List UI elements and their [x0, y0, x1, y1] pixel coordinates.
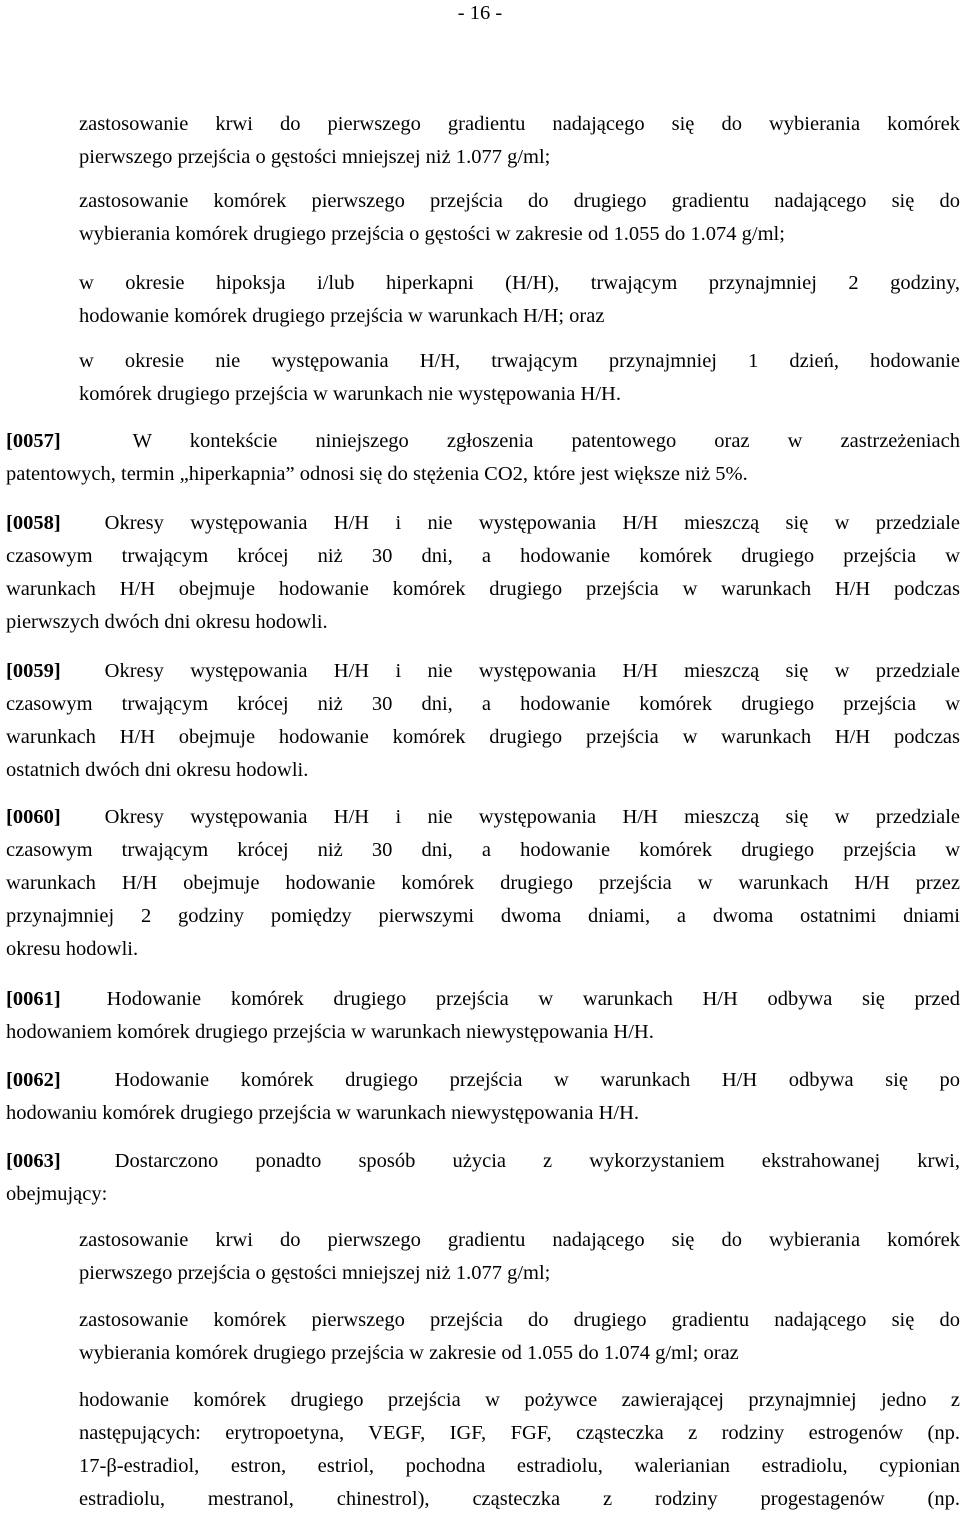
text-line: wybierania komórek drugiego przejścia w zakresie od 1.055 do 1.074 g/ml; oraz [79, 1342, 739, 1364]
paragraph-text: Okresy występowania H/H i nie występowania H/H mieszczą się w przedziale [104, 512, 960, 534]
paragraph-number: [0062] [6, 1069, 61, 1091]
text-line: pierwszego przejścia o gęstości mniejszej niż 1.077 g/ml; [79, 1262, 551, 1284]
text-line: komórek drugiego przejścia w warunkach nie występowania H/H. [79, 383, 621, 405]
text-line: zastosowanie krwi do pierwszego gradientu nadającego się do wybierania komórek [79, 1229, 960, 1251]
list-item [79, 267, 960, 333]
paragraph-first-line [6, 655, 960, 688]
text-line: wybierania komórek drugiego przejścia o gęstości w zakresie od 1.055 do 1.074 g/ml; [79, 223, 785, 245]
list-item [79, 108, 960, 174]
text-line: warunkach H/H obejmuje hodowanie komórek drugiego przejścia w warunkach H/H podczas [6, 578, 960, 600]
paragraph-0057 [6, 425, 960, 491]
list-item [79, 345, 960, 411]
text-line: czasowym trwającym krócej niż 30 dni, a hodowanie komórek drugiego przejścia w [6, 693, 960, 715]
text-line: w okresie hipoksja i/lub hiperkapni (H/H), trwającym przynajmniej 2 godziny, [79, 272, 960, 294]
list-item [79, 1304, 960, 1370]
text-line: pierwszego przejścia o gęstości mniejszej niż 1.077 g/ml; [79, 146, 551, 168]
list-item [79, 185, 960, 251]
paragraph-first-line [6, 1145, 960, 1178]
paragraph-first-line [6, 507, 960, 540]
text-line: zastosowanie komórek pierwszego przejścia do drugiego gradientu nadającego się do [79, 190, 960, 212]
text-line: warunkach H/H obejmuje hodowanie komórek drugiego przejścia w warunkach H/H podczas [6, 726, 960, 748]
page-number: - 16 - [457, 2, 503, 24]
paragraph-first-line [6, 983, 960, 1016]
text-line: okresu hodowli. [6, 938, 139, 960]
paragraph-0059 [6, 655, 960, 787]
text-line: ostatnich dwóch dni okresu hodowli. [6, 759, 309, 781]
text-line: hodowanie komórek drugiego przejścia w pożywce zawierającej przynajmniej jedno z [79, 1389, 960, 1411]
text-line: w okresie nie występowania H/H, trwającym przynajmniej 1 dzień, hodowanie [79, 350, 960, 372]
paragraph-first-line [6, 1064, 960, 1097]
text-line: hodowanie komórek drugiego przejścia w warunkach H/H; oraz [79, 305, 605, 327]
paragraph-first-line [6, 425, 960, 458]
paragraph-number: [0059] [6, 660, 61, 682]
paragraph-text: Okresy występowania H/H i nie występowania H/H mieszczą się w przedziale [104, 806, 960, 828]
paragraph-0061 [6, 983, 960, 1049]
text-line: pierwszych dwóch dni okresu hodowli. [6, 611, 328, 633]
text-line: zastosowanie krwi do pierwszego gradientu nadającego się do wybierania komórek [79, 113, 960, 135]
text-line: następujących: erytropoetyna, VEGF, IGF, FGF, cząsteczka z rodziny estrogenów (np. [79, 1422, 960, 1444]
paragraph-first-line [6, 801, 960, 834]
text-line: przynajmniej 2 godziny pomiędzy pierwszymi dwoma dniami, a dwoma ostatnimi dniami [6, 905, 960, 927]
paragraph-text: W kontekście niniejszego zgłoszenia patentowego oraz w zastrzeżeniach [132, 430, 960, 452]
paragraph-text: Dostarczono ponadto sposób użycia z wykorzystaniem ekstrahowanej krwi, [114, 1150, 960, 1172]
paragraph-text: Hodowanie komórek drugiego przejścia w warunkach H/H odbywa się przed [106, 988, 960, 1010]
text-line: hodowaniu komórek drugiego przejścia w warunkach niewystępowania H/H. [6, 1102, 640, 1124]
paragraph-0063 [6, 1145, 960, 1211]
paragraph-0058 [6, 507, 960, 639]
paragraph-text: Okresy występowania H/H i nie występowania H/H mieszczą się w przedziale [104, 660, 960, 682]
text-line: zastosowanie komórek pierwszego przejścia do drugiego gradientu nadającego się do [79, 1309, 960, 1331]
paragraph-number: [0063] [6, 1150, 61, 1172]
text-line: patentowych, termin „hiperkapnia” odnosi się do stężenia CO2, które jest większe niż 5%. [6, 463, 748, 485]
paragraph-number: [0061] [6, 988, 61, 1010]
text-line: estradiolu, mestranol, chinestrol), cząsteczka z rodziny progestagenów (np. [79, 1488, 960, 1510]
paragraph-number: [0058] [6, 512, 61, 534]
text-line: obejmujący: [6, 1183, 108, 1205]
text-line: warunkach H/H obejmuje hodowanie komórek drugiego przejścia w warunkach H/H przez [6, 872, 960, 894]
list-item [79, 1384, 960, 1516]
paragraph-text: Hodowanie komórek drugiego przejścia w warunkach H/H odbywa się po [114, 1069, 960, 1091]
paragraph-number: [0057] [6, 430, 61, 452]
paragraph-0060 [6, 801, 960, 966]
text-line: 17-β-estradiol, estron, estriol, pochodna estradiolu, walerianian estradiolu, cypionian [79, 1455, 960, 1477]
list-item [79, 1224, 960, 1290]
text-line: hodowaniem komórek drugiego przejścia w warunkach niewystępowania H/H. [6, 1021, 654, 1043]
text-line: czasowym trwającym krócej niż 30 dni, a hodowanie komórek drugiego przejścia w [6, 545, 960, 567]
paragraph-0062 [6, 1064, 960, 1130]
paragraph-number: [0060] [6, 806, 61, 828]
text-line: czasowym trwającym krócej niż 30 dni, a hodowanie komórek drugiego przejścia w [6, 839, 960, 861]
